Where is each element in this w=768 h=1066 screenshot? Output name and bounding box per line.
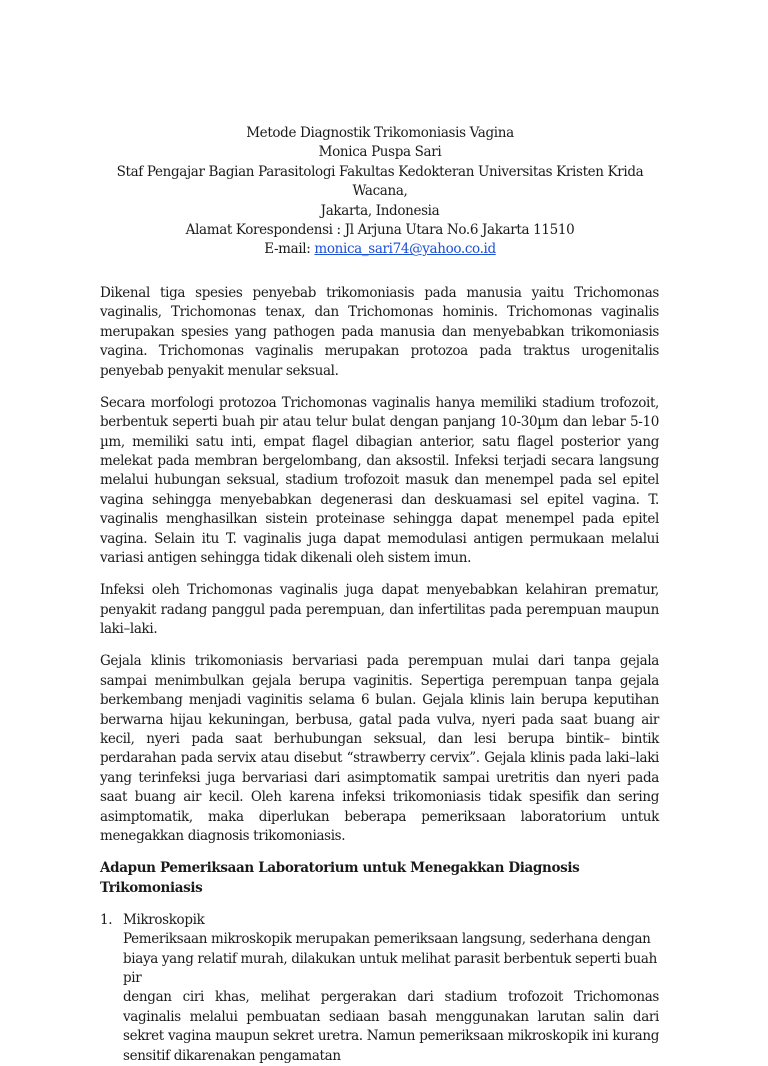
section-heading: Adapun Pemeriksaan Laboratorium untuk Menegakkan Diagnosis Trikomoniasis (100, 860, 580, 896)
affiliation-line-2: Jakarta, Indonesia (320, 202, 440, 219)
list-item-text: dengan ciri khas, melihat pergerakan dari stadium trofozoit Trichomonas vaginalis melalui pembuatan sediaan basah menggunakan larutan salin dari sekret vagina maupun sekret uretra. Namun pemeriksaan mikroskopik ini kurang sensitif dikarenakan pengamatan (123, 989, 659, 1064)
affiliation-line-1: Staf Pengajar Bagian Parasitologi Fakultas Kedokteran Universitas Kristen Krida Wacana, (116, 163, 644, 200)
list-item-line-2: biaya yang relatif murah, dilakukan untuk melihat parasit berbentuk seperti buah pir (123, 950, 657, 986)
paragraph-species: Dikenal tiga spesies penyebab trikomoniasis pada manusia yaitu Trichomonas vaginalis, Trichomonas tenax, dan Trichomonas hominis. Trichomonas vaginalis merupakan spesies yang pathogen pada manusia dan menyebabkan trikomoniasis vagina. Trichomonas vaginalis merupakan protozoa pada traktus urogenitalis penyebab penyakit menular seksual. (100, 285, 659, 379)
list-item-title: Mikroskopik (123, 911, 205, 928)
list-item-number: 1. (100, 911, 113, 928)
author-name: Monica Puspa Sari (318, 144, 442, 161)
email-link[interactable]: monica_sari74@yahoo.co.id (314, 241, 496, 258)
list-item-line-1: Pemeriksaan mikroskopik merupakan pemeriksaan langsung, sederhana dengan (123, 931, 651, 948)
email-label: E-mail: (264, 241, 315, 258)
email-line (100, 240, 660, 259)
paragraph-morphology: Secara morfologi protozoa Trichomonas vaginalis hanya memiliki stadium trofozoit, berbentuk seperti buah pir atau telur bulat dengan panjang 10-30µm dan lebar 5-10 µm, memiliki satu inti, empat flagel dibagian anterior, satu flagel posterior yang melekat pada membran bergelombang, dan aksostil. Infeksi terjadi secara langsung melalui hubungan seksual, stadium trofozoit masuk dan menempel pada sel epitel vagina sehingga menyebabkan degenerasi dan deskuamasi sel epitel vagina. T. vaginalis menghasilkan sistein proteinase sehingga dapat menempel pada epitel vagina. Selain itu T. vaginalis juga dapat memodulasi antigen permukaan melalui variasi antigen sehingga tidak dikenali oleh sistem imun. (100, 394, 659, 567)
list-item-microscopic (100, 911, 659, 1066)
document-body (100, 284, 659, 1066)
paragraph-complications: Infeksi oleh Trichomonas vaginalis juga dapat menyebabkan kelahiran prematur, penyakit radang panggul pada perempuan, dan infertilitas pada perempuan maupun laki–laki. (100, 582, 659, 638)
paragraph-symptoms: Gejala klinis trikomoniasis bervariasi pada perempuan mulai dari tanpa gejala sampai menimbulkan gejala berupa vaginitis. Sepertiga perempuan tanpa gejala berkembang menjadi vaginitis selama 6 bulan. Gejala klinis lain berupa keputihan berwarna hijau kekuningan, berbusa, gatal pada vulva, nyeri pada saat buang air kecil, nyeri pada saat berhubungan seksual, dan lesi berupa bintik– bintik perdarahan pada servix atau disebut “strawberry cervix”. Gejala klinis pada laki–laki yang terinfeksi juga bervariasi dari asimptomatik sampai uretritis dan nyeri pada saat buang air kecil. Oleh karena infeksi trikomoniasis tidak spesifik dan sering asimptomatik, maka diperlukan beberapa pemeriksaan laboratorium untuk menegakkan diagnosis trikomoniasis. (100, 653, 659, 844)
document-title: Metode Diagnostik Trikomoniasis Vagina (246, 125, 514, 141)
correspondence-address: Alamat Korespondensi : Jl Arjuna Utara No.6 Jakarta 11510 (185, 222, 575, 239)
document-header (100, 124, 660, 260)
